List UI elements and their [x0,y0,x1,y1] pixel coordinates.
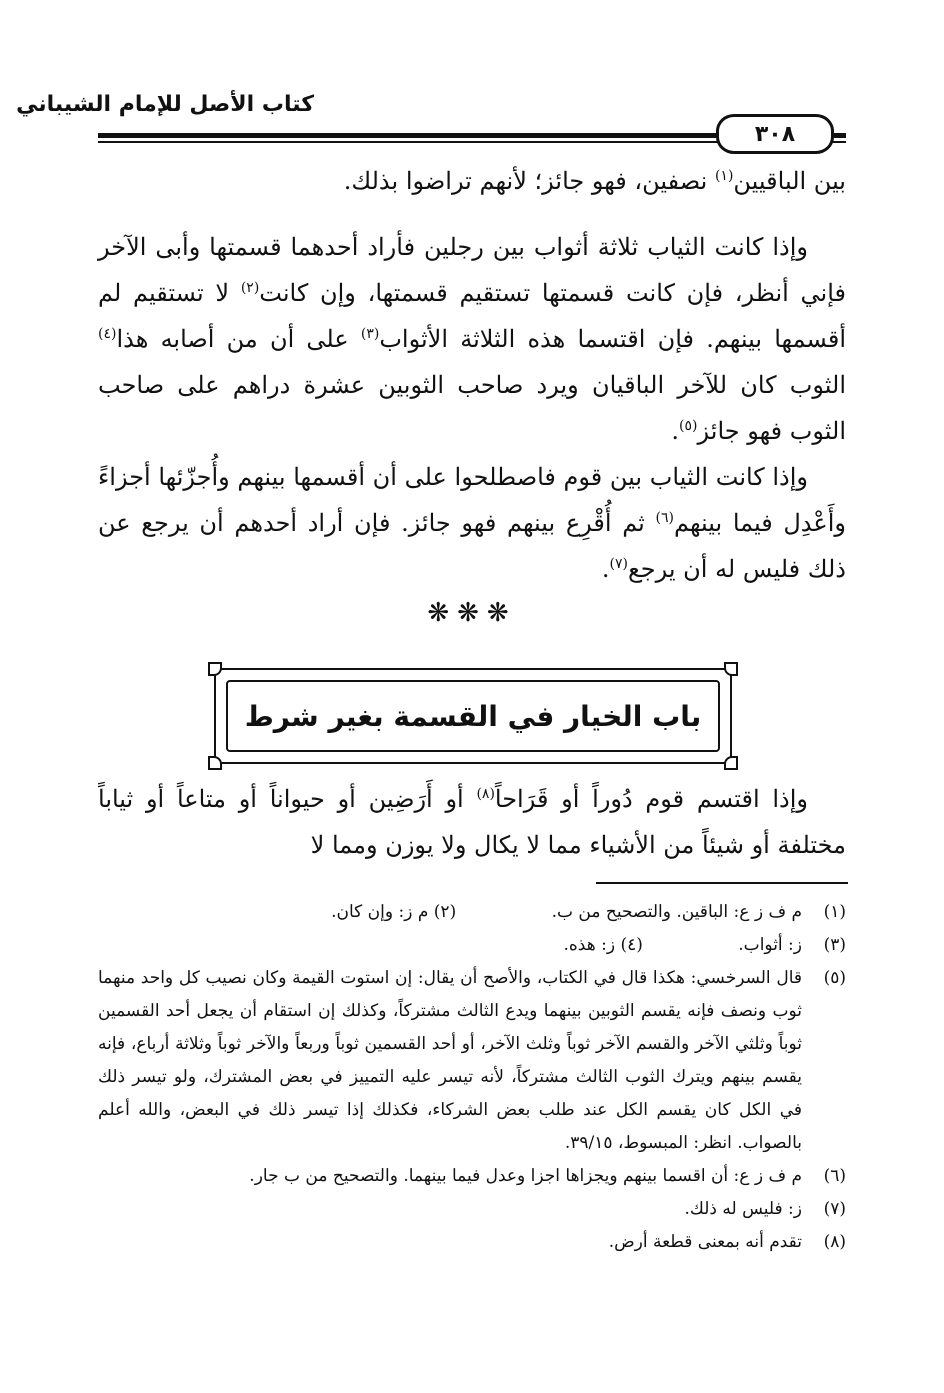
footnote-text-5: قال السرخسي: هكذا قال في الكتاب، والأصح أن يقال: إن استوت القيمة وكان نصيب كل واحد منهما ثوب ونصف فإنه يقسم الثوبين بينهما ويدع الثالث مشتركاً، وكذلك إن استقام أن يجعل أحد القسمين ثوباً وثلثي الآخر والقسم الآخر ثوباً وثلث الآخر، أو أحد القسمين ثوباً وربعاً والآخر ثوباً وثلاثة أرباع، فإنه يقسم بينهم ويترك الثوب الثالث مشتركاً، لأنه تيسر عليه التمييز في بعض المشترك، ولو تيسر ذلك في الكل كان يقسم الكل عند طلب بعض الشركاء، فكذلك إذا تيسر ذلك في البعض، والله أعلم بالصواب. انظر: المبسوط، ٣٩/١٥. [98,968,802,1153]
footnote-number-1: (١) [823,902,846,922]
footnote-ref-8: (٨) [476,786,495,802]
page-number [716,114,834,154]
footnote-ref-1: (١) [714,168,734,184]
p2-text-b: لا تستقيم لم أقسمها بينهم. فإن اقتسما هذه الثلاثة الأثواب [98,279,846,353]
footnote-ref-2: (٢) [240,280,260,296]
paragraph-3 [98,454,846,592]
footnote-text-3: ز: أثواب. [738,935,802,955]
footnote-6 [98,1160,846,1193]
footnote-ref-7: (٧) [609,556,628,572]
footnote-7 [98,1193,846,1226]
footnote-text-6: م ف ز ع: أن اقسما بينهم ويجزاها اجزا وعدل فيما بينهما. والتصحيح من ب جار. [249,1166,802,1186]
p3-text-c: . [601,555,610,583]
frame-corner-ornament [208,756,222,770]
footnote-8 [98,1226,846,1259]
footnote-separator-rule [596,882,848,884]
footnote-number-2: (٢) [433,902,457,922]
footnote-body-1-2 [98,896,802,929]
footnote-line-1-2 [98,896,846,929]
p1-text-b: نصفين، فهو جائز؛ لأنهم تراضوا بذلك. [343,167,715,195]
p4-text-a: وإذا اقتسم قوم دُوراً أو قَرَاحاً [494,785,808,813]
frame-corner-ornament [208,662,222,676]
footnote-ref-3: (٣) [360,326,380,342]
frame-corner-ornament [724,756,738,770]
paragraph-2 [98,224,846,454]
footnote-ref-5: (٥) [679,418,698,434]
footnote-text-4: ز: هذه. [563,935,616,955]
paragraph-1 [98,158,846,204]
footnote-text-1: م ف ز ع: الباقين. والتصحيح من ب. [551,902,802,922]
footnote-number-7: (٧) [823,1199,846,1219]
footnote-ref-4: (٤) [98,326,117,342]
footnote-line-3-4 [98,929,846,962]
footnote-number-3: (٣) [823,935,846,955]
p2-text-e: . [671,417,680,445]
footnote-5 [98,962,846,1160]
footnote-number-6: (٦) [823,1166,846,1186]
p3-text-a: وإذا كانت الثياب بين قوم فاصطلحوا على أن أقسمها بينهم وأُجزّئها أجزاءً وأَعْدِل فيما بينهم [98,463,846,537]
footnote-text-2: م ز: وإن كان. [331,902,429,922]
p4-text-b: أو أَرَضِين أو حيواناً أو متاعاً أو ثياباً مختلفة أو شيئاً من الأشياء مما لا يكال ولا يوزن ومما لا [98,785,846,859]
chapter-heading-frame [214,668,732,764]
frame-corner-ornament [724,662,738,676]
page-number-text: ٣٠٨ [754,121,796,147]
footnote-text-7: ز: فليس له ذلك. [684,1199,802,1219]
footnote-number-8: (٨) [823,1232,846,1252]
paragraph-4 [98,776,846,868]
p1-text-a: بين الباقيين [733,167,846,195]
p2-text-c: على أن من أصابه هذا [116,325,361,353]
footnote-number-4: (٤) [620,935,643,955]
footnote-ref-6: (٦) [655,510,674,526]
chapter-heading: باب الخيار في القسمة بغير شرط [226,680,720,752]
p2-text-a: وإذا كانت الثياب ثلاثة أثواب بين رجلين فأراد أحدهما قسمتها وأبى الآخر فإني أنظر، فإن كانت قسمتها تستقيم قسمتها، وإن كانت [98,233,847,307]
footnotes [98,896,846,1259]
footnote-text-8: تقدم أنه بمعنى قطعة أرض. [608,1232,802,1252]
section-separator: ❋❋❋ [427,598,517,628]
footnote-number-5: (٥) [823,968,846,988]
running-header-title: كتاب الأصل للإمام الشيباني [16,92,314,117]
p2-text-d: الثوب كان للآخر الباقيان ويرد صاحب الثوبين عشرة دراهم على صاحب الثوب فهو جائز [98,371,846,445]
p3-text-b: ثم أُقْرِع بينهم فهو جائز. فإن أراد أحدهم أن يرجع عن ذلك فليس له أن يرجع [98,509,846,583]
footnote-body-3-4 [98,929,802,962]
